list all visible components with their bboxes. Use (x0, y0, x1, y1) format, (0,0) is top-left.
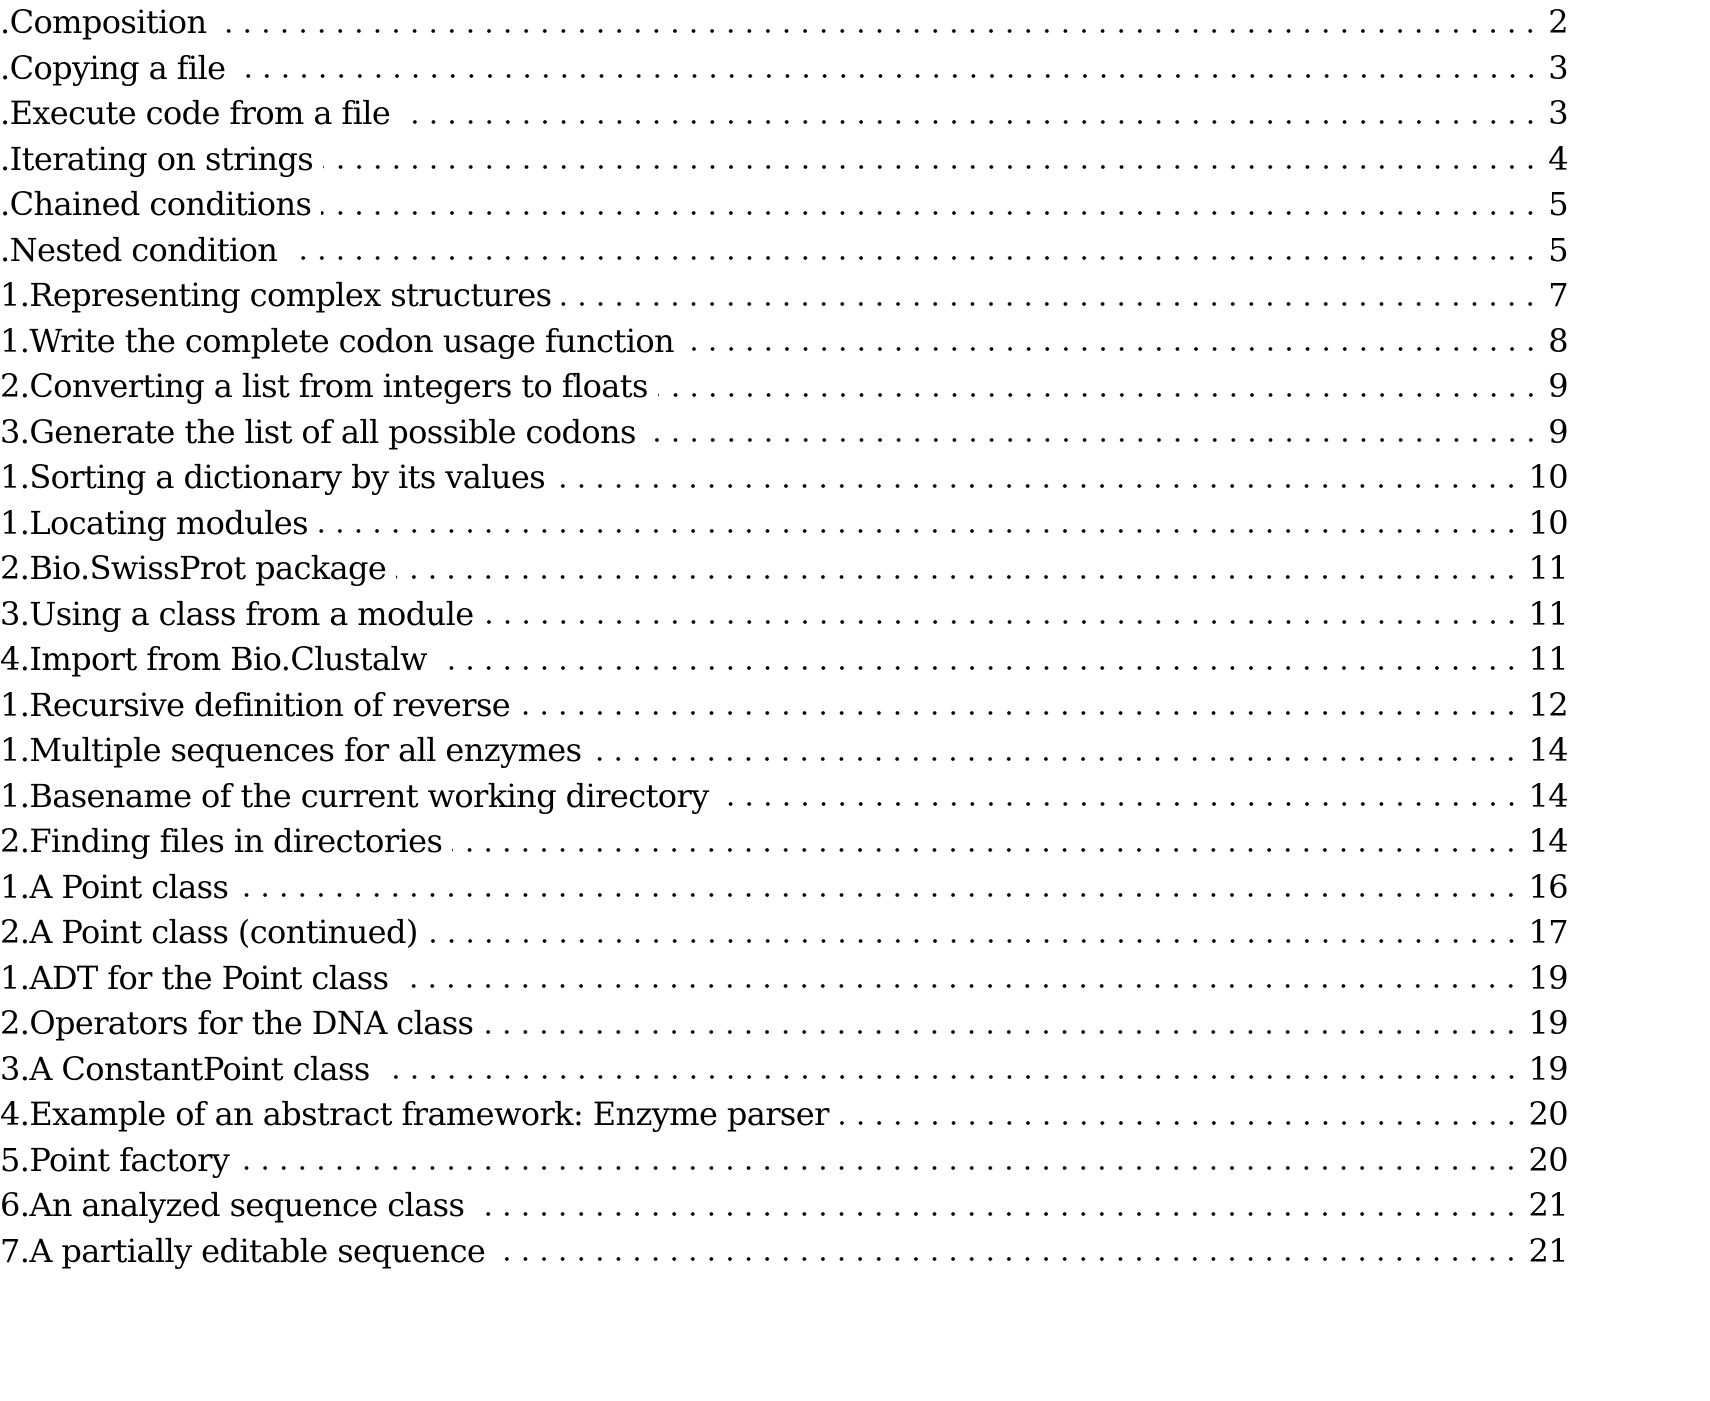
dot-leader (474, 1183, 1520, 1229)
toc-entry-title: Import from Bio.Clustalw (29, 640, 427, 678)
dot-leader (323, 137, 1540, 183)
toc-entry-number: 3. (0, 594, 30, 633)
dot-leader (719, 774, 1521, 820)
toc-entry[interactable] (0, 273, 1568, 319)
toc-entry-number: 1. (0, 276, 30, 314)
toc-entry[interactable] (0, 910, 1568, 956)
toc-entry-title: Using a class from a module (29, 594, 474, 633)
dot-leader (520, 683, 1520, 729)
toc-entry-title: Multiple sequences for all enzymes (29, 731, 582, 769)
toc-entry-title: A ConstantPoint class (29, 1049, 370, 1088)
toc-entry-page-number: 19 (1528, 958, 1568, 997)
toc-entry[interactable] (0, 683, 1568, 729)
toc-entry-title: Bio.SwissProt package (29, 549, 387, 587)
toc-entry-title: Nested condition (9, 230, 278, 269)
toc-entry-page-number: 12 (1528, 685, 1568, 724)
dot-leader (555, 455, 1520, 501)
dot-leader (239, 1138, 1520, 1184)
toc-entry[interactable] (0, 1092, 1568, 1138)
toc-entry-page-number: 9 (1548, 412, 1568, 451)
dot-leader (238, 865, 1520, 911)
toc-entry-page-number: 20 (1528, 1140, 1568, 1179)
dot-leader (380, 1047, 1521, 1093)
toc-entry[interactable] (0, 501, 1568, 547)
toc-entry-title: Generate the list of all possible codons (29, 412, 636, 451)
toc-entry-title: Converting a list from integers to floats (29, 367, 648, 405)
toc-entry-page-number: 21 (1528, 1231, 1568, 1270)
toc-entry[interactable] (0, 956, 1568, 1002)
toc-entry-number: . (0, 139, 10, 178)
dot-leader (684, 319, 1540, 365)
toc-entry-number: 2. (0, 549, 30, 587)
toc-entry-number: 1. (0, 867, 30, 906)
toc-entry[interactable] (0, 865, 1568, 911)
toc-entry-page-number: 17 (1528, 913, 1568, 951)
toc-entry-number: 1. (0, 685, 30, 724)
toc-entry-page-number: 11 (1528, 640, 1568, 678)
toc-entry-number: 1. (0, 321, 30, 360)
toc-entry-title: A Point class (29, 867, 229, 906)
toc-entry-number: 2. (0, 1004, 30, 1042)
toc-entry[interactable] (0, 592, 1568, 638)
toc-entry-number: 2. (0, 913, 30, 951)
toc-entry-title: Basename of the current working directory (29, 776, 709, 815)
toc-entry-page-number: 8 (1548, 321, 1568, 360)
dot-leader (437, 637, 1521, 683)
toc-entry[interactable] (0, 1047, 1568, 1093)
toc-entry-number: 2. (0, 367, 30, 405)
toc-entry-title: Representing complex structures (29, 276, 552, 314)
toc-entry-title: An analyzed sequence class (29, 1186, 465, 1224)
dot-leader (400, 91, 1540, 137)
toc-entry-title: Example of an abstract framework: Enzyme parser (29, 1095, 829, 1133)
toc-entry-page-number: 4 (1548, 139, 1568, 178)
toc-entry-number: 5. (0, 1140, 30, 1179)
toc-entry-number: . (0, 94, 10, 132)
dot-leader (495, 1229, 1520, 1275)
toc-entry-number: . (0, 230, 10, 269)
toc-entry[interactable] (0, 228, 1568, 274)
toc-entry-page-number: 11 (1528, 594, 1568, 633)
dot-leader (428, 910, 1521, 956)
toc-entry-page-number: 9 (1548, 367, 1568, 405)
toc-entry-number: . (0, 3, 10, 41)
toc-entry[interactable] (0, 1001, 1568, 1047)
toc-entry-number: 6. (0, 1186, 30, 1224)
toc-entry-title: Finding files in directories (29, 822, 443, 860)
toc-entry-page-number: 14 (1528, 731, 1568, 769)
toc-entry[interactable] (0, 728, 1568, 774)
toc-entry-title: Recursive definition of reverse (29, 685, 511, 724)
toc-entry[interactable] (0, 455, 1568, 501)
toc-entry[interactable] (0, 319, 1568, 365)
toc-entry-page-number: 10 (1528, 503, 1568, 542)
toc-entry[interactable] (0, 546, 1568, 592)
toc-entry-number: 7. (0, 1231, 30, 1270)
toc-entry[interactable] (0, 0, 1568, 46)
toc-entry[interactable] (0, 819, 1568, 865)
dot-leader (236, 46, 1541, 92)
toc-entry[interactable] (0, 774, 1568, 820)
toc-entry-title: Composition (9, 3, 207, 41)
dot-leader (396, 546, 1520, 592)
toc-entry-title: Point factory (29, 1140, 230, 1179)
dot-leader (658, 364, 1540, 410)
toc-entry-page-number: 2 (1548, 3, 1568, 41)
dot-leader (398, 956, 1520, 1002)
toc-entry-page-number: 5 (1548, 185, 1568, 223)
dot-leader (452, 819, 1520, 865)
toc-entry-title: Locating modules (29, 503, 308, 542)
dot-leader (216, 0, 1540, 46)
dot-leader (561, 273, 1540, 319)
toc-entry[interactable] (0, 410, 1568, 456)
dot-leader (646, 410, 1540, 456)
toc-entry-title: Iterating on strings (9, 139, 314, 178)
toc-entry-number: 4. (0, 640, 30, 678)
toc-entry-title: Write the complete codon usage function (29, 321, 675, 360)
toc-entry[interactable] (0, 91, 1568, 137)
toc-entry[interactable] (0, 137, 1568, 183)
toc-entry[interactable] (0, 1229, 1568, 1275)
dot-leader (483, 1001, 1520, 1047)
toc-entry-page-number: 20 (1528, 1095, 1568, 1133)
toc-entry-title: A Point class (continued) (29, 913, 418, 951)
toc-entry-number: 1. (0, 958, 30, 997)
toc-entry-page-number: 7 (1548, 276, 1568, 314)
toc-entry-number: 1. (0, 731, 30, 769)
toc-entry[interactable] (0, 1183, 1568, 1229)
toc-entry-number: 1. (0, 503, 30, 542)
dot-leader (287, 228, 1540, 274)
dot-leader (591, 728, 1520, 774)
toc-entry-page-number: 19 (1528, 1049, 1568, 1088)
dot-leader (318, 501, 1521, 547)
toc-entry-title: Operators for the DNA class (29, 1004, 474, 1042)
toc-entry-title: Chained conditions (9, 185, 312, 223)
toc-entry-page-number: 19 (1528, 1004, 1568, 1042)
toc-entry[interactable] (0, 1138, 1568, 1184)
dot-leader (321, 182, 1540, 228)
toc-entry-number: 1. (0, 776, 30, 815)
toc-entry-number: 3. (0, 412, 30, 451)
dot-leader (484, 592, 1521, 638)
toc-entry-page-number: 10 (1528, 458, 1568, 496)
toc-entry-title: ADT for the Point class (29, 958, 389, 997)
toc-entry[interactable] (0, 364, 1568, 410)
toc-entry-title: Execute code from a file (9, 94, 391, 132)
toc-entry-number: 3. (0, 1049, 30, 1088)
toc-entry-page-number: 14 (1528, 822, 1568, 860)
toc-entry[interactable] (0, 637, 1568, 683)
toc-entry-number: . (0, 185, 10, 223)
toc-entry-title: A partially editable sequence (29, 1231, 486, 1270)
toc-entry-title: Sorting a dictionary by its values (29, 458, 546, 496)
toc-entry-page-number: 3 (1548, 48, 1568, 87)
toc-entry-page-number: 3 (1548, 94, 1568, 132)
toc-entry-title: Copying a file (9, 48, 226, 87)
toc-entry-number: 1. (0, 458, 30, 496)
toc-entry[interactable] (0, 182, 1568, 228)
toc-entry-page-number: 14 (1528, 776, 1568, 815)
toc-entry-page-number: 16 (1528, 867, 1568, 906)
toc-entry-page-number: 21 (1528, 1186, 1568, 1224)
toc-entry-number: 4. (0, 1095, 30, 1133)
toc-entry-page-number: 11 (1528, 549, 1568, 587)
toc-entry-number: 2. (0, 822, 30, 860)
toc-entry-number: . (0, 48, 10, 87)
dot-leader (839, 1092, 1521, 1138)
toc-entry-page-number: 5 (1548, 230, 1568, 269)
toc-entry[interactable] (0, 46, 1568, 92)
